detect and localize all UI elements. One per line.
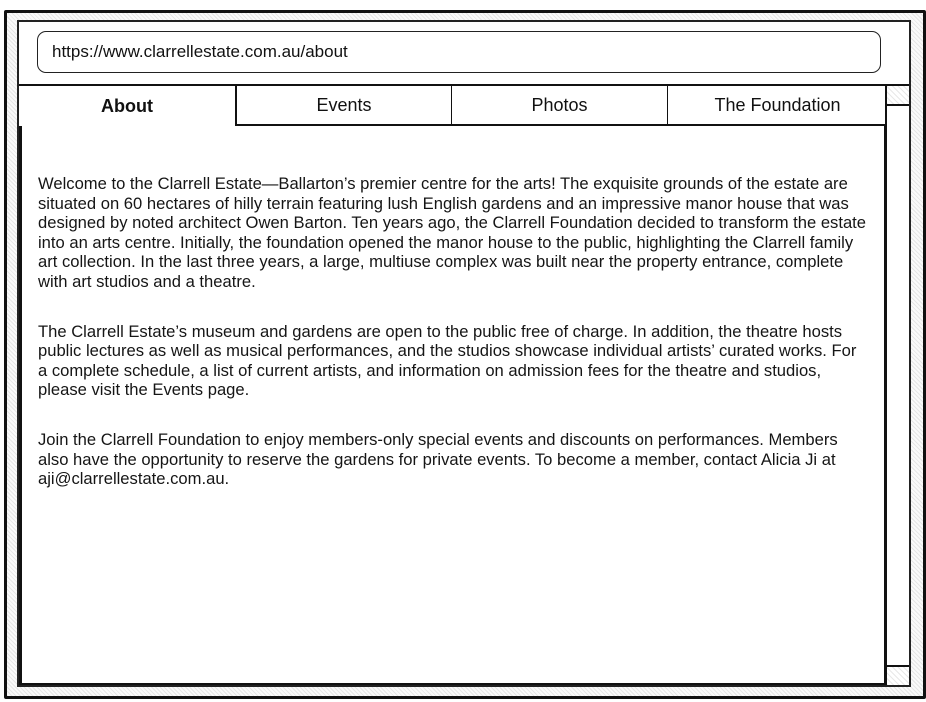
tab-label: The Foundation xyxy=(714,94,841,115)
url-text: https://www.clarrellestate.com.au/about xyxy=(52,42,348,61)
scroll-down-button[interactable] xyxy=(887,665,909,685)
scroll-up-button[interactable] xyxy=(887,86,909,106)
url-bar[interactable] xyxy=(37,31,881,73)
window-frame xyxy=(4,10,926,699)
visiting-paragraph: The Clarrell Estate’s museum and gardens are open to the public free of charge. In addition, the theatre hosts public lectures as well as musical performances, and the studios showcase individual artists’ curated works. For a complete schedule, a list of current artists, and information on admission fees for the theatre and studios, please visit the Events page. xyxy=(38,321,857,400)
page-content xyxy=(19,126,887,685)
tab-events[interactable] xyxy=(237,86,452,126)
scroll-track[interactable] xyxy=(887,106,909,665)
intro-paragraph: Welcome to the Clarrell Estate—Ballarton’s premier centre for the arts! The exquisite grounds of the estate are situated on 60 hectares of hilly terrain featuring lush English gardens and an impressive manor house that was designed by noted architect Owen Barton. Ten years ago, the Clarrell Foundation decided to transform the estate into an arts centre. Initially, the foundation opened the manor house to the public, highlighting the Clarrell family art collection. In the last three years, a large, multiuse complex was built near the property entrance, complete with art studios and a theatre. xyxy=(38,174,867,291)
browser-window xyxy=(17,20,911,687)
tab-photos[interactable] xyxy=(452,86,668,126)
vertical-scrollbar[interactable] xyxy=(885,84,909,685)
tab-label: Photos xyxy=(531,94,588,115)
tab-the-foundation[interactable] xyxy=(668,86,887,126)
tab-about[interactable] xyxy=(19,86,237,126)
tab-label: About xyxy=(101,95,153,116)
tab-bar xyxy=(19,84,887,126)
tab-label: Events xyxy=(316,94,372,115)
membership-paragraph: Join the Clarrell Foundation to enjoy members-only special events and discounts on performances. Members also have the opportunity to reserve the gardens for private events. To become a member, contact Alicia Ji at aji@clarrellestate.com.au. xyxy=(38,429,838,489)
